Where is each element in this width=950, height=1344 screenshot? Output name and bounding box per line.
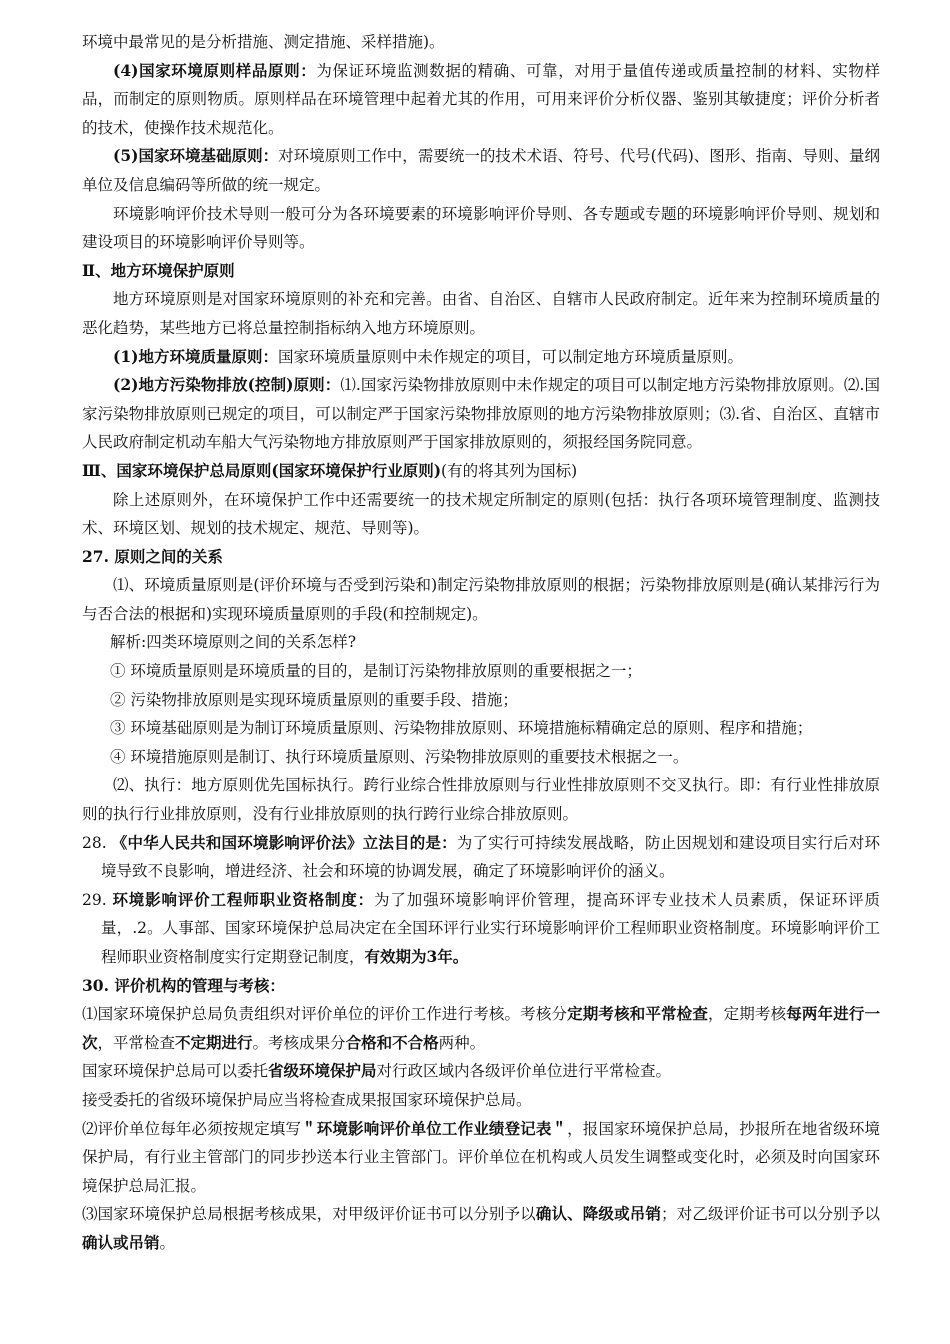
paragraph-local-standards-intro: 地方环境原则是对国家环境原则的补充和完善。由省、自治区、自辖市人民政府制定。近年来为控制环境质量的恶化趋势，某些地方已将总量控制指标纳入地方环境原则。 [82,290,880,337]
heading-local-standards: Ⅱ、地方环境保护原则 [82,260,235,280]
heading-sepa-standards: Ⅲ、国家环境保护总局原则(国家环境保护行业原则)(有的将其列为国标) [82,460,578,480]
heading-27-relations: 27. 原则之间的关系 [82,546,223,566]
list-item-relation-c: ③ 环境基础原则是为制订环境质量原则、污染物排放原则、环境措施标精确定总的原则、程序和措施； [110,719,813,738]
paragraph-local-emission-standard: (2)地方污染物排放(控制)原则：⑴.国家污染物排放原则中未作规定的项目可以制定地方污染物排放原则。⑵.国家污染物排放原则已规定的项目，可以制定严于国家污染物排放原则的地方污染物排放原则；⑶.省、自治区、直辖市人民政府制定机动车船大气污染物地方排放原则严于国家排放原则的，须报经国务院同意。 [82,375,880,452]
paragraph-assessment-2: ⑵评价单位每年必须按规定填写＂环境影响评价单位工作业绩登记表＂，报国家环境保护总局，抄报所在地省级环境保护局，有行业主管部门的同步抄送本行业主管部门。评价单位在机构或人员发生调整或变化时，必须及时向国家环境保护总局汇报。 [82,1118,880,1195]
paragraph-national-sample-standard: (4)国家环境原则样品原则：为保证环境监测数据的精确、可靠，对用于量值传递或质量控制的材料、实物样品，而制定的原则物质。原则样品在环境管理中起着尤其的作用，可用来评价分析仪器、鉴别其敏捷度；评价分析者的技术，使操作技术规范化。 [82,60,880,137]
paragraph-29-engineer-qualification: 29. 环境影响评价工程师职业资格制度：为了加强环境影响评价管理，提高环评专业技术人员素质，保证环评质量，.2。人事部、国家环境保护总局决定在全国环评行业实行环境影响评价工程师职业资格制度。环境影响评价工程师职业资格制度实行定期登记制度，有效期为3年。 [82,889,880,966]
paragraph-p1: 环境中最常见的是分析措施、测定措施、采样措施)。 [82,33,445,51]
paragraph-assessment-3: ⑶国家环境保护总局根据考核成果，对甲级评价证书可以分别予以确认、降级或吊销；对乙级评价证书可以分别予以确认或吊销。 [82,1204,880,1252]
paragraph-local-quality-standard: (1)地方环境质量原则：国家环境质量原则中未作规定的项目，可以制定地方环境质量原则。 [113,346,743,366]
list-item-relation-d: ④ 环境措施原则是制订、执行环境质量原则、污染物排放原则的重要技术根据之一。 [110,747,689,766]
paragraph-guideline-types: 环境影响评价技术导则一般可分为各环境要素的环境影响评价导则、各专题或专题的环境影响评价导则、规划和建设项目的环境影响评价导则等。 [82,204,880,252]
paragraph-execution: ⑵、执行：地方原则优先国标执行。跨行业综合性排放原则与行业性排放原则不交叉执行。即：有行业性排放原则的执行行业排放原则，没有行业排放原则的执行跨行业综合排放原则。 [82,776,880,824]
paragraph-report-results: 接受委托的省级环境保护局应当将检查成果报国家环境保护总局。 [82,1090,532,1109]
list-item-relation-b: ② 污染物排放原则是实现环境质量原则的重要手段、措施； [110,690,518,709]
paragraph-analysis-question: 解析:四类环境原则之间的关系怎样? [110,633,357,652]
paragraph-national-basic-standard: (5)国家环境基础原则：对环境原则工作中，需要统一的技术术语、符号、代号(代码)、图形、指南、导则、量纲单位及信息编码等所做的统一规定。 [82,146,880,194]
list-item-relation-a: ① 环境质量原则是环境质量的目的，是制订污染物排放原则的重要根据之一； [110,662,642,681]
paragraph-28-eia-law: 28. 《中华人民共和国环境影响评价法》立法目的是：为了实行可持续发展战略，防止因规划和建设项目实行后对环境导致不良影响，增进经济、社会和环境的协调发展，确定了环境影响评价的涵义。 [82,832,880,881]
heading-30-management: 30. 评价机构的管理与考核： [82,975,285,995]
paragraph-relation-1: ⑴、环境质量原则是(评价环境与否受到污染和)制定污染物排放原则的根据；污染物排放原则是(确认某排污行为与否合法的根据和)实现环境质量原则的手段(和控制规定)。 [82,576,880,623]
paragraph-delegation: 国家环境保护总局可以委托省级环境保护局对行政区域内各级评价单位进行平常检查。 [82,1061,672,1081]
paragraph-assessment-1: ⑴国家环境保护总局负责组织对评价单位的评价工作进行考核。考核分定期考核和平常检查，定期考核每两年进行一次，平常检查不定期进行。考核成果分合格和不合格两种。 [82,1004,880,1052]
paragraph-sepa-standards: 除上述原则外，在环境保护工作中还需要统一的技术规定所制定的原则(包括：执行各项环境管理制度、监测技术、环境区划、规划的技术规定、规范、导则等)。 [82,490,880,538]
